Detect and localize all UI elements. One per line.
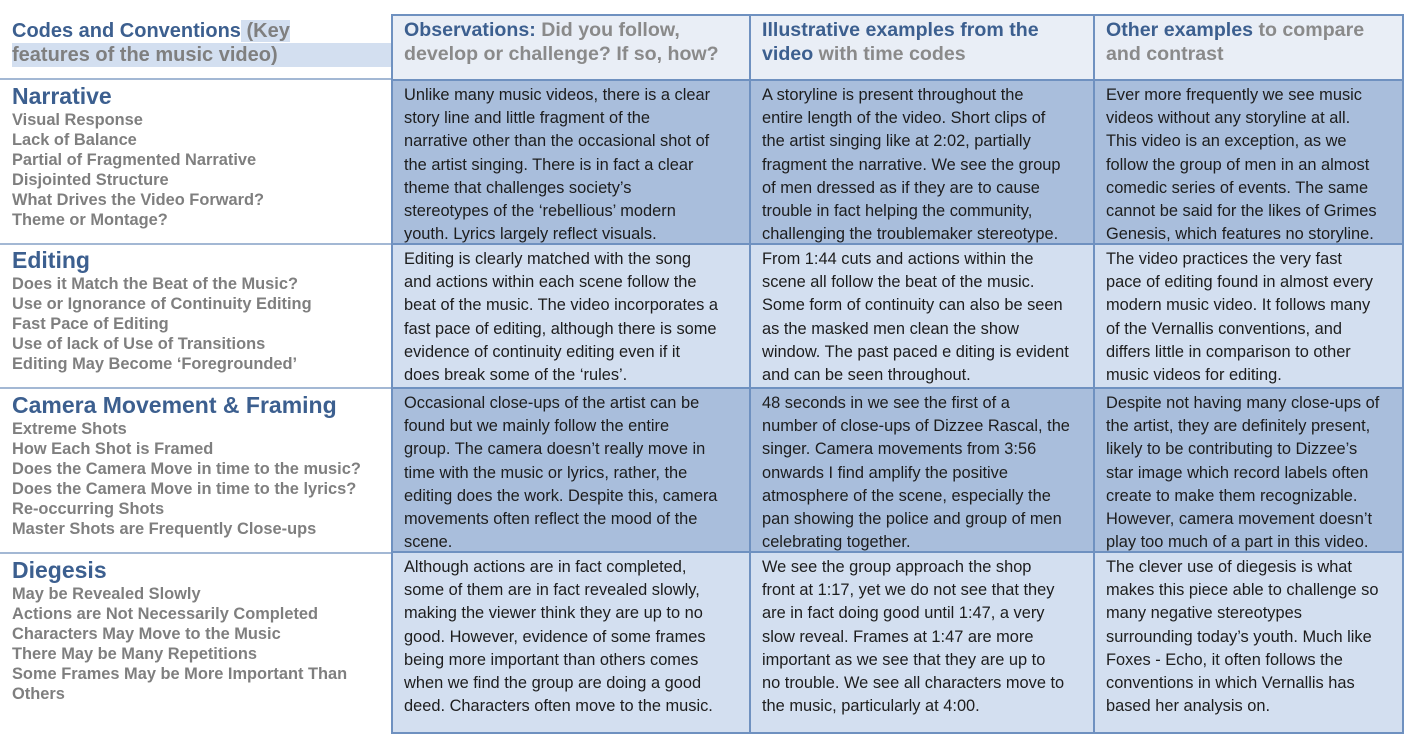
text-line: From 1:44 cuts and actions within the <box>762 250 1034 268</box>
text-line: scene all follow the beat of the music. <box>762 273 1035 292</box>
convention-item: Re-occurring Shots <box>12 500 165 518</box>
text-line: Despite not having many close-ups of <box>1106 394 1380 412</box>
text-line: many negative stereotypes <box>1106 604 1302 623</box>
text-line: youth. Lyrics largely reflect visuals. <box>404 225 657 244</box>
text-line: videos without any storyline at all. <box>1106 109 1351 128</box>
cell-editing-examples <box>751 245 1095 389</box>
text-line: of the Vernallis conventions, and <box>1106 319 1342 338</box>
text-line: star image which record labels often <box>1106 463 1369 482</box>
convention-item: Does it Match the Beat of the Music? <box>12 275 298 293</box>
text-line: pan showing the police and group of men <box>762 510 1062 529</box>
text-line: makes this piece able to challenge so <box>1106 581 1379 600</box>
text-line: number of close-ups of Dizzee Rascal, the <box>762 417 1070 436</box>
convention-item: Disjointed Structure <box>12 171 169 189</box>
section-diegesis <box>12 557 392 704</box>
convention-item: Does the Camera Move in time to the music? <box>12 460 361 478</box>
text-line: 48 seconds in we see the first of a <box>762 394 1010 412</box>
text-line: Occasional close-ups of the artist can be <box>404 394 700 412</box>
text-line: Genesis, which features no storyline. <box>1106 225 1374 244</box>
text-line: This video is an exception, as we <box>1106 132 1347 151</box>
text-line: no trouble. We see all characters move to <box>762 674 1065 693</box>
text-line: music videos for editing. <box>1106 366 1282 385</box>
cell-narrative-observations <box>393 81 751 245</box>
codes-conventions-column <box>0 0 392 745</box>
cell-camera-examples <box>751 389 1095 553</box>
text-line: onwards I find amplify the positive <box>762 463 1008 482</box>
header-rest: to compare <box>1253 19 1365 41</box>
convention-item: Use of lack of Use of Transitions <box>12 335 266 353</box>
text-line: front at 1:17, yet we do not see that they <box>762 581 1055 600</box>
text-line: We see the group approach the shop <box>762 558 1032 576</box>
text-line: the artist singing. There is in fact a clear <box>404 155 694 174</box>
cell-camera-observations <box>393 389 751 553</box>
convention-item: Extreme Shots <box>12 420 127 438</box>
text-line: singer. Camera movements from 3:56 <box>762 440 1037 459</box>
text-line: group. The camera doesn’t really move in <box>404 440 706 459</box>
text-line: conventions in which Vernallis has <box>1106 674 1355 693</box>
text-line: and actions within each scene follow the <box>404 273 697 292</box>
cell-editing-other <box>1095 245 1402 389</box>
text-line: surrounding today’s youth. Much like <box>1106 627 1372 646</box>
text-line: Some form of continuity can also be seen <box>762 296 1063 315</box>
convention-item: Partial of Fragmented Narrative <box>12 151 257 169</box>
convention-item: Others <box>12 685 65 703</box>
section-narrative <box>12 83 392 230</box>
text-line: Unlike many music videos, there is a clear <box>404 86 711 104</box>
text-line: create to make them recognizable. <box>1106 486 1358 505</box>
cell-camera-other <box>1095 389 1402 553</box>
text-line: the artist, they are definitely present, <box>1106 417 1371 436</box>
text-line: A storyline is present throughout the <box>762 86 1024 104</box>
text-line: play too much of a part in this video. <box>1106 533 1369 552</box>
section-title: Editing <box>12 247 90 273</box>
section-title: Camera Movement & Framing <box>12 392 337 418</box>
codes-conventions-header <box>12 19 392 67</box>
convention-item: Does the Camera Move in time to the lyrics? <box>12 480 357 498</box>
cell-diegesis-observations <box>393 553 751 732</box>
text-line: modern music video. It follows many <box>1106 296 1371 315</box>
section-camera <box>12 392 392 539</box>
convention-item: Lack of Balance <box>12 131 137 149</box>
text-line: story line and little fragment of the <box>404 109 650 128</box>
text-line: making the viewer think they are up to no <box>404 604 703 623</box>
text-line: important as we see that they are up to <box>762 650 1046 669</box>
text-line: when we find the group are doing a good <box>404 674 702 693</box>
convention-item: What Drives the Video Forward? <box>12 191 264 209</box>
text-line: comedic series of events. The same <box>1106 178 1369 197</box>
text-line: movements often reflect the mood of the <box>404 510 698 529</box>
text-line: celebrating together. <box>762 533 911 552</box>
convention-item: Characters May Move to the Music <box>12 625 281 643</box>
text-line: based her analysis on. <box>1106 697 1271 716</box>
divider <box>0 78 392 80</box>
text-line: deed. Characters often move to the music. <box>404 697 713 716</box>
convention-item: Editing May Become ‘Foregrounded’ <box>12 355 298 373</box>
text-line: fast pace of editing, although there is some <box>404 319 717 338</box>
header-other-examples <box>1095 16 1402 81</box>
text-line: Foxes - Echo, it often follows the <box>1106 650 1343 669</box>
convention-item: Theme or Montage? <box>12 211 168 229</box>
divider <box>0 243 392 245</box>
text-line: evidence of continuity editing even if it <box>404 342 681 361</box>
text-line: differs little in comparison to other <box>1106 342 1351 361</box>
cell-narrative-examples <box>751 81 1095 245</box>
convention-item: Fast Pace of Editing <box>12 315 169 333</box>
text-line: However, camera movement doesn’t <box>1106 510 1373 529</box>
text-line: pace of editing found in almost every <box>1106 273 1373 292</box>
header-line2: and contrast <box>1106 43 1224 65</box>
text-line: atmosphere of the scene, especially the <box>762 486 1051 505</box>
text-line: trouble in fact helping the community, <box>762 202 1033 221</box>
text-line: likely to be contributing to Dizzee’s <box>1106 440 1358 459</box>
text-line: being more important than others comes <box>404 650 699 669</box>
text-line: stereotypes of the ‘rebellious’ modern <box>404 202 676 221</box>
cell-diegesis-other <box>1095 553 1402 732</box>
header-line2: develop or challenge? If so, how? <box>404 43 719 65</box>
text-line: Editing is clearly matched with the song <box>404 250 691 268</box>
header-accent: Other examples <box>1106 19 1254 41</box>
section-title: Narrative <box>12 83 112 109</box>
divider <box>0 387 392 389</box>
header-rest: (Key <box>240 20 290 42</box>
text-line: scene. <box>404 533 453 552</box>
header-line2: features of the music video) <box>12 43 392 67</box>
text-line: slow reveal. Frames at 1:47 are more <box>762 627 1034 646</box>
text-line: found but we mainly follow the entire <box>404 417 670 436</box>
text-line: cannot be said for the likes of Grimes <box>1106 202 1377 221</box>
text-line: time with the music or lyrics, rather, the <box>404 463 688 482</box>
convention-item: Actions are Not Necessarily Completed <box>12 605 319 623</box>
header-accent: Codes and Conventions <box>12 20 241 42</box>
text-line: does break some of the ‘rules’. <box>404 366 628 385</box>
text-line: good. However, evidence of some frames <box>404 627 706 646</box>
text-line: some of them are in fact revealed slowly, <box>404 581 700 600</box>
cell-diegesis-examples <box>751 553 1095 732</box>
text-line: The video practices the very fast <box>1106 250 1342 268</box>
text-line: the music, particularly at 4:00. <box>762 697 980 716</box>
text-line: are in fact doing good until 1:47, a very <box>762 604 1045 623</box>
text-line: Ever more frequently we see music <box>1106 86 1362 104</box>
section-editing <box>12 247 392 374</box>
convention-item: Some Frames May be More Important Than <box>12 665 348 683</box>
text-line: The clever use of diegesis is what <box>1106 558 1352 576</box>
cell-narrative-other <box>1095 81 1402 245</box>
text-line: window. The past paced e diting is evident <box>762 342 1069 361</box>
convention-item: May be Revealed Slowly <box>12 585 201 603</box>
header-accent: Observations: <box>404 19 536 41</box>
text-line: Although actions are in fact completed, <box>404 558 687 576</box>
header-accent: Illustrative examples from the <box>762 19 1039 41</box>
header-observations <box>393 16 751 81</box>
text-line: as the masked men clean the show <box>762 319 1019 338</box>
convention-item: How Each Shot is Framed <box>12 440 214 458</box>
text-line: entire length of the video. Short clips of <box>762 109 1046 128</box>
convention-item: There May be Many Repetitions <box>12 645 258 663</box>
text-line: editing does the work. Despite this, camera <box>404 486 718 505</box>
text-line: beat of the music. The video incorporates a <box>404 296 719 315</box>
header-rest: Did you follow, <box>535 19 680 41</box>
header-illustrative-examples <box>751 16 1095 81</box>
text-line: of men dressed as if they are to cause <box>762 178 1040 197</box>
text-line: follow the group of men in an almost <box>1106 155 1370 174</box>
analysis-table <box>391 14 1404 734</box>
cell-editing-observations <box>393 245 751 389</box>
text-line: and can be seen throughout. <box>762 366 971 385</box>
divider <box>0 552 392 554</box>
text-line: challenging the troublemaker stereotype. <box>762 225 1059 244</box>
convention-item: Use or Ignorance of Continuity Editing <box>12 295 312 313</box>
text-line: theme that challenges society’s <box>404 178 632 197</box>
text-line: fragment the narrative. We see the group <box>762 155 1061 174</box>
section-title: Diegesis <box>12 557 107 583</box>
text-line: narrative other than the occasional shot of <box>404 132 710 151</box>
header-accent: video <box>762 43 814 65</box>
convention-item: Visual Response <box>12 111 143 129</box>
convention-item: Master Shots are Frequently Close-ups <box>12 520 317 538</box>
header-rest: with time codes <box>813 43 966 65</box>
text-line: the artist singing like at 2:02, partially <box>762 132 1031 151</box>
